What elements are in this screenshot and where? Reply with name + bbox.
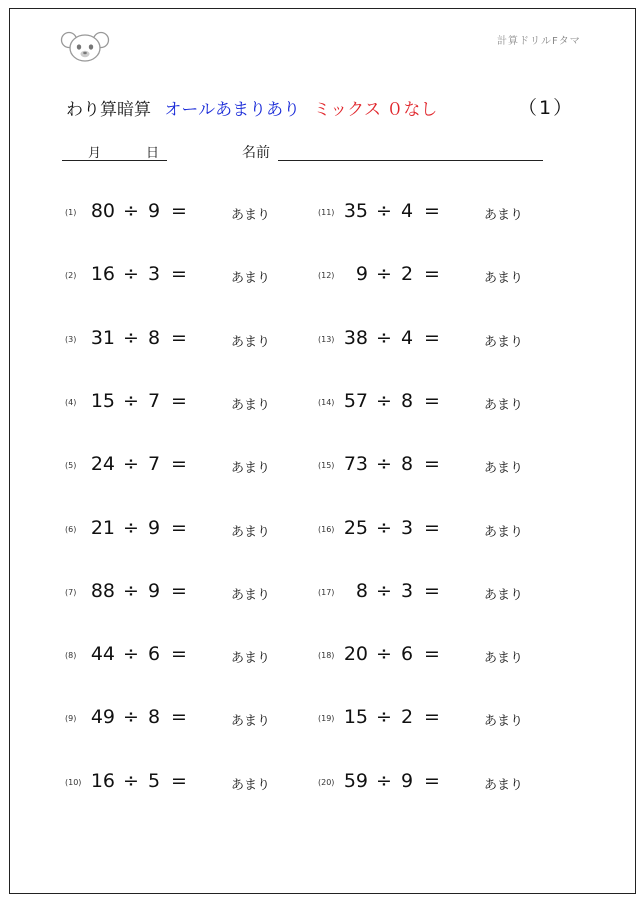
division-sign: ÷ [123,453,139,476]
divisor: 6 [147,643,161,666]
division-sign: ÷ [376,643,392,666]
equals-sign: = [171,453,187,476]
equals-sign: = [171,643,187,666]
divisor: 3 [400,579,414,602]
remainder-label: あまり [231,651,271,667]
divisor: 2 [400,706,414,729]
problem-item [65,643,335,673]
division-sign: ÷ [123,263,139,286]
dividend: 35 [343,200,368,222]
division-sign: ÷ [123,579,139,602]
problem-number: (14) [318,397,335,407]
equals-sign: = [171,769,187,792]
remainder-label: あまり [231,461,271,477]
remainder-label: あまり [231,208,271,223]
problem-number: (6) [65,524,77,534]
divisor: 8 [400,453,414,476]
problem-item [318,263,588,293]
divisor: 8 [147,706,161,729]
divisor: 8 [147,326,161,349]
divisor: 9 [147,200,161,222]
problem-item [318,200,588,230]
problem-number: (16) [318,524,335,534]
remainder-label: あまり [484,714,524,730]
division-sign: ÷ [123,326,139,349]
remainder-label: あまり [484,524,524,540]
equals-sign: = [171,200,187,222]
dividend: 31 [90,326,115,349]
division-sign: ÷ [376,579,392,602]
problem-item [318,453,588,483]
dividend: 59 [343,769,368,792]
problem-number: (9) [65,714,77,724]
divisor: 4 [400,200,414,222]
problem-number: (18) [318,651,335,661]
problem-item [318,770,588,800]
equals-sign: = [424,643,440,666]
problem-number: (2) [65,271,77,281]
problem-number: (1) [65,208,77,217]
remainder-label: あまり [231,587,271,603]
problem-item [318,706,588,736]
divisor: 7 [147,389,161,412]
division-sign: ÷ [123,643,139,666]
dividend: 15 [343,706,368,729]
equals-sign: = [424,200,440,222]
title-red: ミックス ０なし [313,100,438,120]
problem-number: (12) [318,271,335,281]
problem-number: (20) [318,777,335,787]
worksheet-border [9,8,636,894]
equals-sign: = [171,326,187,349]
dividend: 15 [90,389,115,412]
divisor: 2 [400,263,414,286]
bear-logo-icon [60,28,110,64]
problem-item [65,453,335,483]
problem-number: (19) [318,714,335,724]
problem-item [65,327,335,357]
problem-number: (15) [318,461,335,471]
division-sign: ÷ [376,516,392,539]
problem-item [65,706,335,736]
month-label: 月 [88,146,102,161]
division-sign: ÷ [376,769,392,792]
dividend: 57 [343,389,368,412]
equals-sign: = [171,706,187,729]
divisor: 9 [400,769,414,792]
dividend: 9 [355,263,368,286]
remainder-label: あまり [231,777,271,793]
problem-item [65,263,335,293]
remainder-label: あまり [484,397,524,413]
brand-label: 計算ドリルFタマ [497,36,581,47]
problem-item [318,517,588,547]
dividend: 24 [90,453,115,476]
division-sign: ÷ [123,389,139,412]
problem-item [318,643,588,673]
dividend: 49 [90,706,115,729]
day-label: 日 [146,146,160,161]
dividend: 25 [343,516,368,539]
remainder-label: あまり [484,651,524,667]
division-sign: ÷ [123,200,139,222]
problem-number: (13) [318,334,335,344]
equals-sign: = [424,769,440,792]
dividend: 8 [355,579,368,602]
divisor: 5 [147,769,161,792]
equals-sign: = [424,263,440,286]
remainder-label: あまり [231,397,271,413]
equals-sign: = [424,453,440,476]
dividend: 73 [343,453,368,476]
equals-sign: = [424,326,440,349]
divisor: 9 [147,579,161,602]
division-sign: ÷ [376,706,392,729]
problem-item [65,580,335,610]
problem-number: (5) [65,461,77,471]
equals-sign: = [424,516,440,539]
dividend: 38 [343,326,368,349]
division-sign: ÷ [123,706,139,729]
date-underline [62,160,167,161]
problem-item [318,390,588,420]
problem-item [65,200,335,230]
division-sign: ÷ [376,263,392,286]
equals-sign: = [171,579,187,602]
title-blue: オールあまりあり [164,100,301,120]
remainder-label: あまり [484,271,524,287]
name-underline [278,160,543,161]
remainder-label: あまり [231,524,271,540]
dividend: 88 [90,579,115,602]
dividend: 20 [343,643,368,666]
divisor: 4 [400,326,414,349]
name-label: 名前 [242,145,270,161]
dividend: 44 [90,643,115,666]
worksheet-title [66,95,445,120]
problem-number: (10) [65,777,82,787]
problem-number: (3) [65,334,77,344]
remainder-label: あまり [484,587,524,603]
division-sign: ÷ [376,389,392,412]
divisor: 7 [147,453,161,476]
remainder-label: あまり [484,334,524,350]
problem-item [318,580,588,610]
remainder-label: あまり [231,271,271,287]
equals-sign: = [171,389,187,412]
problem-number: (8) [65,651,77,661]
division-sign: ÷ [376,200,392,222]
problem-number: (11) [318,208,335,217]
equals-sign: = [171,516,187,539]
divisor: 9 [147,516,161,539]
problem-item [65,517,335,547]
remainder-label: あまり [484,208,524,223]
equals-sign: = [424,579,440,602]
title-main: わり算暗算 [66,100,151,120]
set-number: （1） [518,97,575,119]
remainder-label: あまり [484,461,524,477]
problem-number: (17) [318,587,335,597]
equals-sign: = [171,263,187,286]
problem-number: (4) [65,397,77,407]
remainder-label: あまり [484,777,524,793]
remainder-label: あまり [231,714,271,730]
divisor: 8 [400,389,414,412]
divisor: 6 [400,643,414,666]
divisor: 3 [400,516,414,539]
remainder-label: あまり [231,334,271,350]
division-sign: ÷ [123,516,139,539]
division-sign: ÷ [376,326,392,349]
problem-item [65,770,335,800]
equals-sign: = [424,389,440,412]
problem-item [318,327,588,357]
dividend: 16 [90,263,115,286]
divisor: 3 [147,263,161,286]
dividend: 80 [90,200,115,222]
equals-sign: = [424,706,440,729]
dividend: 21 [90,516,115,539]
problem-number: (7) [65,587,77,597]
dividend: 16 [90,769,115,792]
division-sign: ÷ [376,453,392,476]
problem-item [65,390,335,420]
division-sign: ÷ [123,769,139,792]
